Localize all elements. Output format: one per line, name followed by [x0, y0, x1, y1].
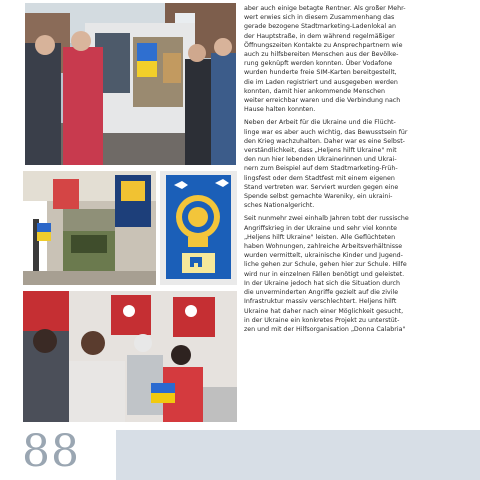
text-line: auch zu hilfsbereiten Menschen aus der Bevölke- — [244, 51, 399, 59]
photo-shop-interior — [23, 171, 156, 285]
photo-registration-office — [23, 291, 237, 422]
text-line: wurden hunderte freie SIM-Karten bereitgestellt, — [244, 69, 397, 77]
text-line: in der Ukraine ein konkretes Projekt zu unterstüt- — [244, 316, 400, 324]
text-line: Stand vertreten war. Serviert wurden gegen eine — [244, 183, 399, 191]
text-line: linge war es aber auch wichtig, das Bewusstsein für — [244, 128, 408, 136]
text-line: Seit nunmehr zwei einhalb Jahren tobt der russische — [244, 215, 409, 223]
text-line: haben Wohnungen, zahlreiche Arbeitsverhältnisse — [244, 243, 403, 251]
text-line: konnten, damit hier ankommende Menschen — [244, 87, 386, 95]
text-line: Angriffskrieg in der Ukraine und sehr viel konnte — [244, 224, 398, 232]
text-line: sches Nationalgericht. — [244, 202, 315, 210]
text-line: Infrastruktur massiv verschlechtert. Heljens hilft — [244, 298, 397, 306]
text-line: Öffnungszeiten Kontakte zu Ansprechpartnern wie — [244, 41, 403, 49]
paragraph-1 — [244, 4, 465, 114]
text-line: Hause halten konnten. — [244, 106, 316, 114]
page-number: 88 — [22, 426, 80, 477]
text-line: weiter erreichbar waren und die Verbindung nach — [244, 97, 401, 105]
text-line: liche gehen zur Schule, gehen hier zur Schule. Hilfe — [244, 261, 407, 269]
text-line: lingsfest oder dem Stadtfest mit einem eigenen — [244, 174, 395, 182]
text-line: In der Ukraine jedoch hat sich die Situation durch — [244, 279, 401, 287]
paragraph-3 — [244, 214, 465, 334]
text-line: den nun hier lebenden Ukrainerinnen und Ukrai- — [244, 156, 397, 164]
text-line: wird nur in einzelnen Fällen benötigt und geleistet. — [244, 270, 405, 278]
text-line: Spende selbst gemachte Wareniky, ein ukraini- — [244, 193, 393, 201]
text-line: wurden vermittelt, ukrainische Kinder und Jugend- — [244, 252, 403, 260]
text-line: Ukraine hat daher nach einer Möglichkeit gesucht, — [244, 307, 404, 315]
text-line: die im Laden registriert und ausgegeben werden — [244, 78, 398, 86]
text-line: Neben der Arbeit für die Ukraine und die Flücht- — [244, 119, 396, 127]
photo-van-volunteers — [25, 3, 236, 165]
text-line: den Krieg wachzuhalten. Daher war es eine Selbst- — [244, 137, 405, 145]
text-line: wert erwies sich in diesem Zusammenhang das — [244, 14, 395, 22]
text-line: rung geknüpft werden konnten. Über Vodafone — [244, 60, 393, 68]
text-line: verständlichkeit, dass „Heljens hilft Ukraine" mit — [244, 147, 397, 155]
text-line: nern zum Beispiel auf dem Stadtmarketing-Früh- — [244, 165, 398, 173]
text-line: aber auch einige betagte Rentner. Als großer Mehr- — [244, 5, 406, 12]
paragraph-2 — [244, 118, 465, 210]
text-line: der Hauptstraße, in dem während regelmäßiger — [244, 32, 395, 40]
text-line: die unverminderten Angriffe gezielt auf die zivile — [244, 289, 399, 297]
text-line: zen und mit der Hilfsorganisation „Donna Calabria" — [244, 325, 406, 333]
article-body — [244, 4, 465, 338]
footer-band — [116, 430, 480, 480]
photo-ukraine-poster — [160, 171, 237, 285]
text-line: gerade bezogene Stadtmarketing-Ladenlokal an — [244, 23, 396, 31]
text-line: „Heljens hilft Ukraine" leisten. Alle Geflüchteten — [244, 233, 396, 241]
